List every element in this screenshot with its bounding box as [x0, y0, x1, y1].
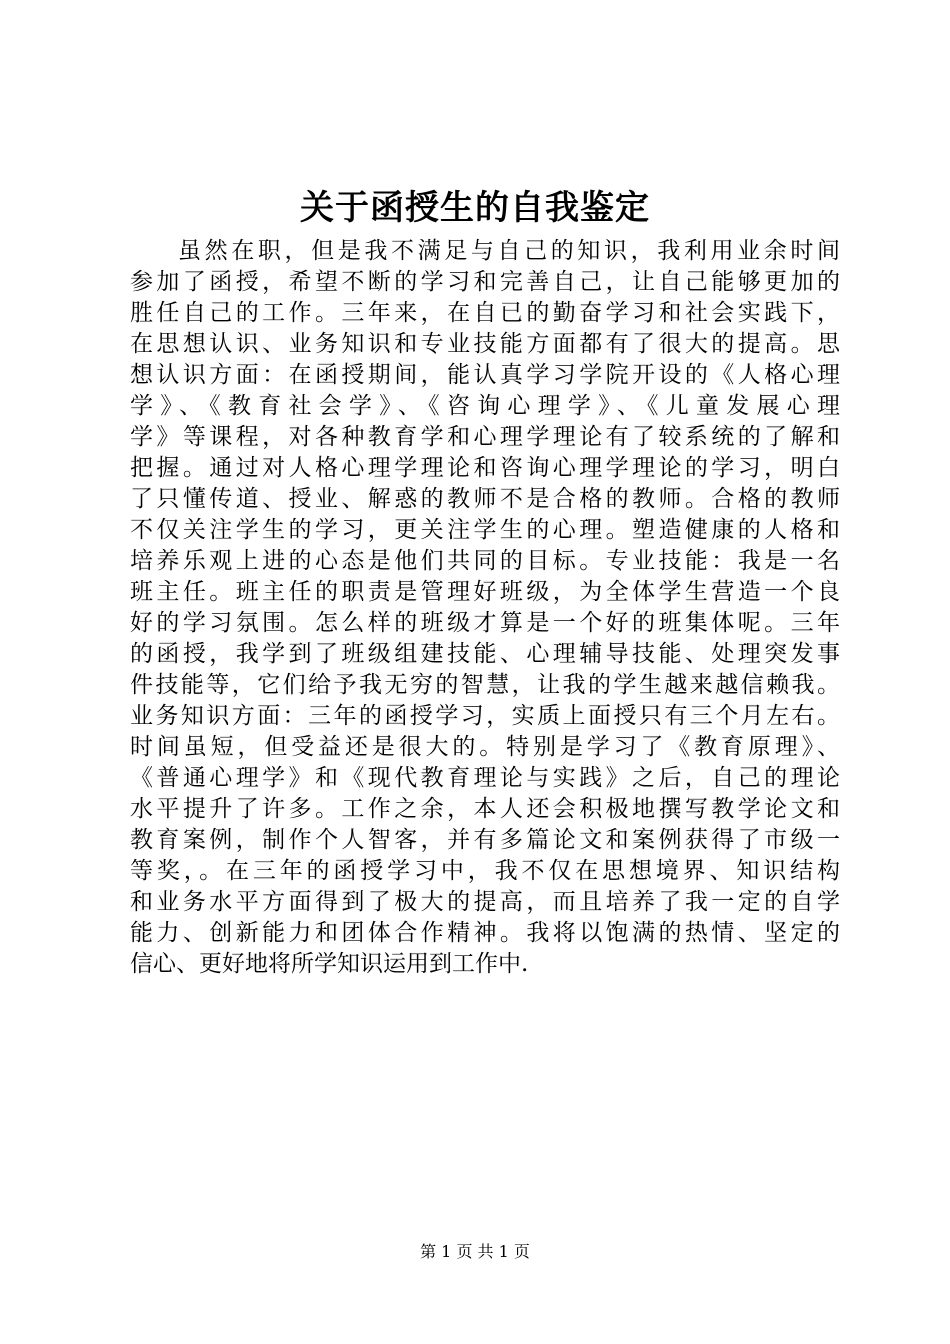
body-line: 把握。通过对人格心理学理论和咨询心理学理论的学习，明白 [130, 455, 840, 481]
body-line: 业务知识方面：三年的函授学习，实质上面授只有三个月左右。 [130, 703, 840, 729]
body-line: 和业务水平方面得到了极大的提高，而且培养了我一定的自学 [130, 889, 840, 915]
body-line: 想认识方面：在函授期间，能认真学习学院开设的《人格心理 [130, 362, 840, 388]
body-line: 教育案例，制作个人智客，并有多篇论文和案例获得了市级一 [130, 827, 840, 853]
body-line: 了只懂传道、授业、解惑的教师不是合格的教师。合格的教师 [130, 486, 840, 512]
body-line: 信心、更好地将所学知识运用到工作中. [130, 951, 529, 977]
body-line: 等奖，。在三年的函授学习中，我不仅在思想境界、知识结构 [130, 858, 840, 884]
body-line: 参加了函授，希望不断的学习和完善自己，让自己能够更加的 [130, 269, 840, 295]
body-line: 好的学习氛围。怎么样的班级才算是一个好的班集体呢。三年 [130, 610, 840, 636]
document-body [130, 236, 840, 980]
body-line: 班主任。班主任的职责是管理好班级，为全体学生营造一个良 [130, 579, 840, 605]
body-line: 学》、《教育社会学》、《咨询心理学》、《儿童发展心理 [130, 393, 840, 419]
document-title: 关于函授生的自我鉴定 [300, 188, 650, 228]
body-line: 在思想认识、业务知识和专业技能方面都有了很大的提高。思 [130, 331, 840, 357]
body-line: 能力、创新能力和团体合作精神。我将以饱满的热情、坚定的 [130, 920, 840, 946]
body-line: 《普通心理学》和《现代教育理论与实践》之后，自己的理论 [130, 765, 840, 791]
body-line: 培养乐观上进的心态是他们共同的目标。专业技能：我是一名 [130, 548, 840, 574]
body-line: 水平提升了许多。工作之余，本人还会积极地撰写教学论文和 [130, 796, 840, 822]
body-line: 胜任自己的工作。三年来，在自已的勤奋学习和社会实践下， [130, 300, 840, 326]
body-line: 不仅关注学生的学习，更关注学生的心理。塑造健康的人格和 [130, 517, 840, 543]
body-line: 时间虽短，但受益还是很大的。特别是学习了《教育原理》、 [130, 734, 840, 760]
body-line: 的函授，我学到了班级组建技能、心理辅导技能、处理突发事 [130, 641, 840, 667]
body-line: 学》等课程，对各种教育学和心理学理论有了较系统的了解和 [130, 424, 840, 450]
body-line: 虽然在职，但是我不满足与自己的知识，我利用业余时间 [178, 238, 840, 264]
body-line: 件技能等，它们给予我无穷的智慧，让我的学生越来越信赖我。 [130, 672, 840, 698]
page-number-footer: 第 1 页 共 1 页 [420, 1242, 530, 1261]
